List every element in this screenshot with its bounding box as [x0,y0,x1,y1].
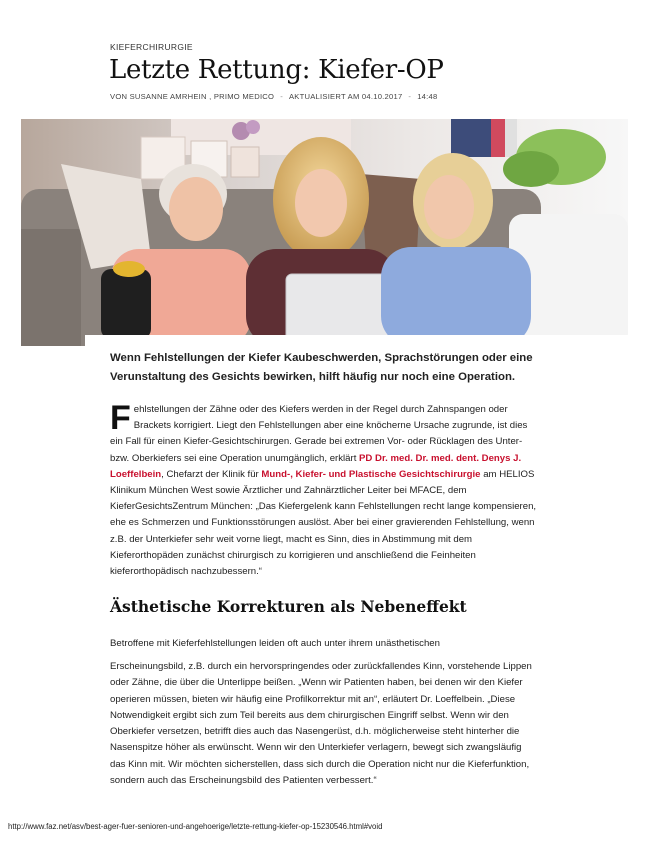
article-body-paragraph [110,399,538,580]
byline-time: 14:48 [417,92,438,101]
drop-cap: F [110,399,131,437]
article-paragraph: Betroffene mit Kieferfehlstellungen leiden oft auch unter ihrem unästhetischen [110,638,440,649]
byline-separator: - [408,92,412,101]
article-title: Letzte Rettung: Kiefer-OP [109,55,444,85]
article-paragraph: Erscheinungsbild, z.B. durch ein hervorspringendes oder zurückfallendes Kinn, vorstehende Lippen oder Zähne, die über die Unterlippe beißen. „Wenn wir Patienten haben, bei denen wir den Kiefer operieren müssen, bieten wir häufig eine Profilkorrektur mit an“, erläutert Dr. Loeffelbein. „Diese Notwendigkeit ergibt sich zum Teil bereits aus dem chirurgischen Eingriff selbst. Wenn wir den Oberkiefer versetzen, betrifft dies auch das Nasengerüst, d.h. möglicherweise steht hinterher die Nasenspitze höher als erwünscht. Wenn wir den Unterkiefer verlagern, bewegt sich zwangsläufig das Kinn mit. Wir möchten sicherstellen, dass sich durch die Operation nicht nur die Kieferfunktion, sondern auch das Erscheinungsbild des Patienten verbessert.“ [110,661,532,787]
body-text: , Chefarzt der Klinik für [161,468,262,480]
image-caption-cutout [85,335,645,349]
body-text: am HELIOS Klinikum München West sowie Ärztlicher und Zahnärztlicher Leiter bei MFACE, dem KieferGesichtsZentrum München: „Das Kiefergelenk kann Fehlstellungen recht lange kompensieren, ehe es Schmerzen und Funktionsstörungen auslöst. Aber bei einer gravierenden Fehlstellung, wenn z.B. der Unterkiefer sehr weit vorne liegt, macht es Sinn, dies in Abstimmung mit dem Kieferorthopäden zunächst chirurgisch zu korrigieren und anschließend die Feinheiten kieferorthopädisch nachzubessern.“ [110,468,537,578]
body-text: ehlstellungen der Zähne oder des Kiefers werden in der Regel durch Zahnspangen oder Brackets korrigiert. Liegt den Fehlstellungen aber eine knöcherne Ursache zugrunde, ist dies ein Fall für einen Kiefer-Gesichtschirurgen. Gerade bei extremen Vor- oder Rücklagen des Unter- bzw. Oberkiefers sei eine Operation unumgänglich, erklärt [110,404,528,464]
doctor-profile-link[interactable]: PD Dr. med. Dr. med. dent. Denys J. Loeffelbein [110,452,522,480]
article-kicker: KIEFERCHIRURGIE [110,42,193,52]
byline-updated: AKTUALISIERT AM 04.10.2017 [288,92,403,101]
section-heading: Ästhetische Korrekturen als Nebeneffekt [110,597,467,616]
hero-image [21,119,628,346]
clinic-link[interactable]: Mund-, Kiefer- und Plastische Gesichtschirurgie [261,468,481,480]
print-footer-url: http://www.faz.net/asv/best-ager-fuer-senioren-und-angehoerige/letzte-rettung-kiefer-op-15230546.html#void [8,822,383,831]
byline-author[interactable]: VON SUSANNE AMRHEIN , PRIMO MEDICO [110,92,275,101]
byline-separator: - [280,92,283,101]
article-lead: Wenn Fehlstellungen der Kiefer Kaubeschwerden, Sprachstörungen oder eine Verunstaltung des Gesichts bewirken, hilft häufig nur noch eine Operation. [110,352,533,383]
article-byline [110,92,437,101]
